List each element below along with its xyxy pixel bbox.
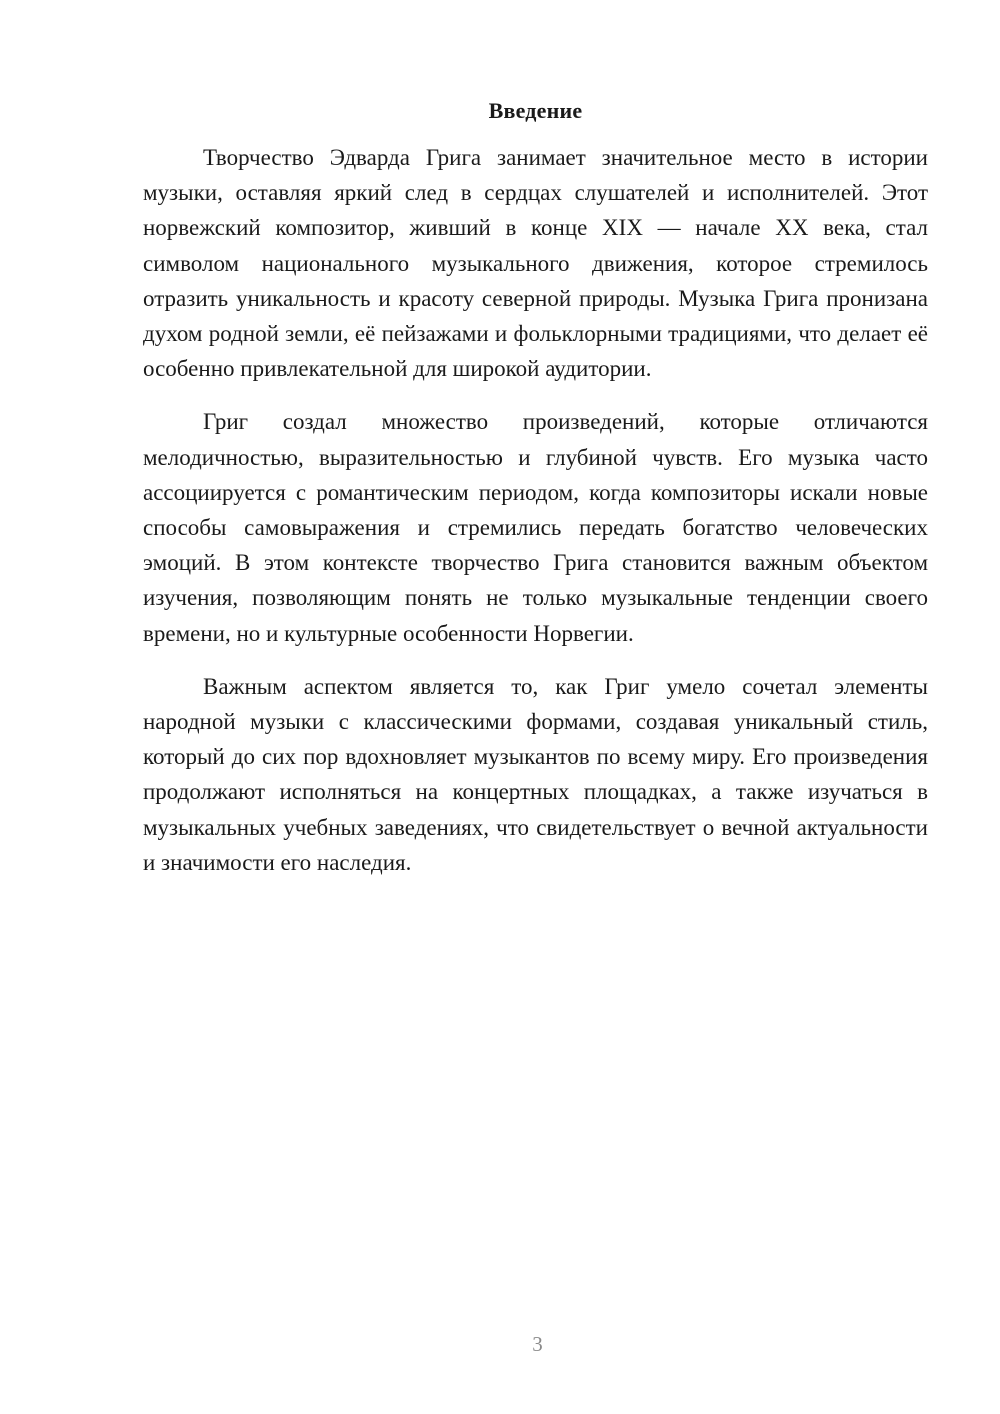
page-number: 3	[532, 1332, 543, 1356]
paragraph-1: Творчество Эдварда Грига занимает значительное место в истории музыки, оставляя яркий след в сердцах слушателей и исполнителей. Этот норвежский композитор, живший в конце XIX — начале XX века, стал символом национального музыкального движения, которое стремилось отразить уникальность и красоту северной природы. Музыка Грига пронизана духом родной земли, её пейзажами и фольклорными традициями, что делает её особенно привлекательной для широкой аудитории.	[143, 145, 928, 382]
paragraph-2: Григ создал множество произведений, которые отличаются мелодичностью, выразительностью и глубиной чувств. Его музыка часто ассоциируется с романтическим периодом, когда композиторы искали новые способы самовыражения и стремились передать богатство человеческих эмоций. В этом контексте творчество Грига становится важным объектом изучения, позволяющим понять не только музыкальные тенденции своего времени, но и культурные особенности Норвегии.	[143, 409, 928, 646]
section-heading: Введение	[488, 98, 583, 123]
paragraph-3: Важным аспектом является то, как Григ умело сочетал элементы народной музыки с классическими формами, создавая уникальный стиль, который до сих пор вдохновляет музыкантов по всему миру. Его произведения продолжают исполняться на концертных площадках, а также изучаться в музыкальных учебных заведениях, что свидетельствует о вечной актуальности и значимости его наследия.	[143, 673, 928, 875]
page-content	[143, 94, 928, 898]
